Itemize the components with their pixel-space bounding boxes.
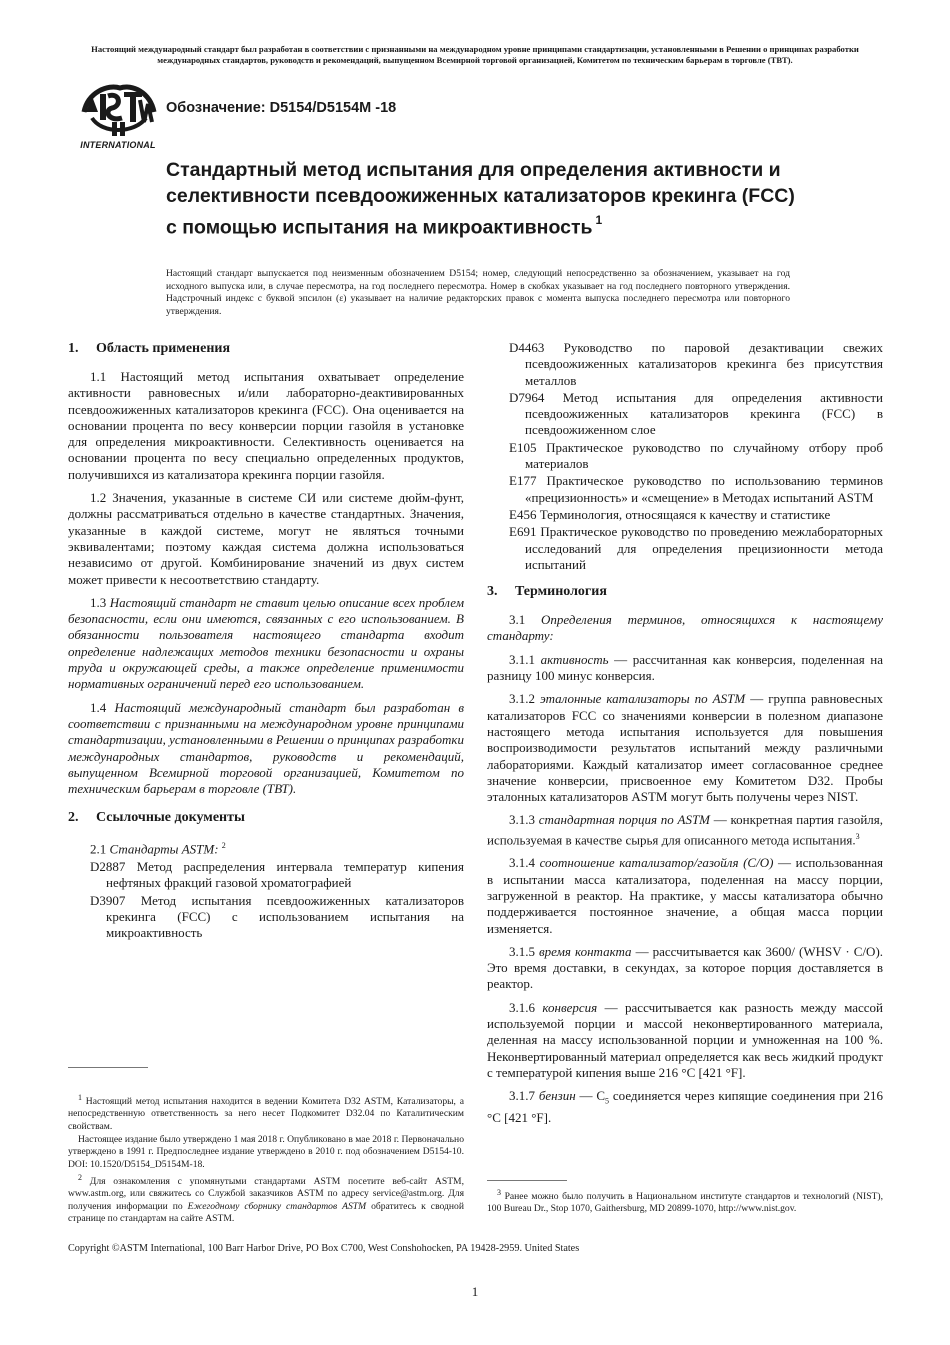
- paragraph-1-1: 1.1 Настоящий метод испытания охватывает определение активности равновесных и/или лабораторно-деактивированных псевдоожиженных катализаторов крекинга (FCC). Она оценивается на основании процента по весу конверсии порции газойля в установке для определения микроактивности. Селективность оценивается на основании процента по весу специально определенных продуктов, получившихся из катализатора крекинга порции газойля.: [68, 369, 464, 482]
- reference-item: D7964 Метод испытания для определения активности псевдоожиженных катализаторов крекинга (FCC) в псевдоожиженном слое: [509, 389, 883, 438]
- reference-item: E105 Практическое руководство по случайному отбору проб материалов: [509, 439, 883, 472]
- paragraph-number: 3.1.3: [509, 812, 535, 828]
- paragraph-text: Настоящий стандарт не ставит целью описание всех проблем безопасности, если они имеются, связанных с его использованием. В обязанности пользователя настоящего стандарта входит определение надлежащих методов техники безопасности и охраны труда и окружающей среды, а также определение применимости нормативных ограничений перед его использованием.: [68, 594, 464, 692]
- reference-list-left: [68, 859, 464, 941]
- definition: — использованная в испытании масса катализатора, поделенная на массу порции, загруженной в реактор. На практике, у массы катализатора обычно поддерживается постоянное значение, а общая масса порции изменяется.: [487, 855, 883, 936]
- paragraph-number: 2.1: [90, 841, 107, 857]
- paragraph-3-1-6: [487, 1000, 883, 1081]
- section-number: 2.: [68, 810, 79, 826]
- footnotes-left: [68, 1092, 464, 1226]
- issue-note: Настоящий стандарт выпускается под неизменным обозначением D5154; номер, следующий непосредственно за обозначением, указывает на год исходного выпуска или, в случае пересмотра, на год последнего пересмотра. Номер в скобках указывает на год последнего повторного утверждения. Надстрочный индекс с буквой эпсилон (ε) указывает на наличие редакторских правок с момента выпуска последнего пересмотра или повторного утверждения.: [166, 268, 790, 317]
- references-label: Стандарты ASTM:: [109, 841, 219, 857]
- top-notice: Настоящий международный стандарт был разработан в соответствии с признанными на международном уровне принципами стандартизации, установленными в Решении о принципах разработки международных стандартов, руководств и рекомендаций, выпущенном Всемирной торговой организацией, Комитетом по техническим барьерам в торговле (ТВТ).: [91, 44, 859, 65]
- paragraph-3-1-1: [487, 652, 883, 685]
- paragraph-number: 3.1.6: [509, 999, 535, 1015]
- footnote-text: Для ознакомления с упомянутыми стандартами ASTM посетите веб-сайт ASTM, www.astm.org, или свяжитесь со Службой заказчиков ASTM по адресу service@astm.org. Для получения информации по: [68, 1176, 464, 1212]
- paragraph-3-1-3: [487, 812, 883, 848]
- footnote-text: Настоящий метод испытания находится в ведении Комитета D32 ASTM, Катализаторы, а непосредственную ответственность за него несет Подкомитет D32.04 по Каталитическим свойствам.: [68, 1096, 464, 1132]
- paragraph-number: 3.1.7: [509, 1088, 535, 1104]
- paragraph-1-4: [68, 700, 464, 798]
- paragraph-number: 3.1: [509, 612, 526, 628]
- term: активность: [540, 651, 609, 667]
- footnotes-right: [487, 1187, 883, 1217]
- title-text: Стандартный метод испытания для определения активности и селективности псевдоожиженных катализаторов крекинга (FCC) с помощью испытания на микроактивность: [166, 159, 795, 239]
- reference-item: E177 Практическое руководство по использованию терминов «прецизионность» и «смещение» в Методах испытаний ASTM: [509, 473, 883, 505]
- footnote-text: Ранее можно было получить в Национальном институте стандартов и технологий (NIST), 100 Bureau Dr., Stop 1070, Gaithersburg, MD 20899-1070, http://www.nist.gov.: [487, 1191, 883, 1215]
- paragraph-text: Определения терминов, относящихся к настоящему стандарту:: [487, 612, 883, 644]
- paragraph-text: Настоящий международный стандарт был разработан в соответствии с признанными на международном уровне принципами стандартизации, установленными в Решении о принципах разработки международных стандартов, руководств и рекомендаций, выпущенном Всемирной торговой организацией, Комитетом по техническим барьерам в торговле (ТВТ).: [68, 699, 465, 797]
- astm-logo-icon: [78, 82, 158, 138]
- term: соотношение катализатор/газойля (C/O): [539, 855, 774, 871]
- footnote-ref: 3: [855, 831, 860, 841]
- term: конверсия: [542, 999, 598, 1015]
- reference-item: D4463 Руководство по паровой дезактивации свежих псевдоожиженных катализаторов крекинга без присутствия металлов: [509, 340, 883, 388]
- paragraph-number: 3.1.2: [509, 691, 535, 707]
- subscript: 5: [605, 1096, 610, 1106]
- section-title: Область применения: [96, 341, 231, 356]
- paragraph-3-1-5: [487, 944, 883, 993]
- section-number: 3.: [487, 584, 498, 600]
- reference-item: D3907 Метод испытания псевдоожиженных катализаторов крекинга (FCC) с использованием испытания на микроактивность: [90, 892, 464, 941]
- paragraph-number: 3.1.1: [509, 651, 535, 667]
- title-footnote-ref: 1: [595, 213, 603, 227]
- right-column: [487, 340, 883, 1133]
- footnote-marker: 3: [497, 1188, 501, 1197]
- footnote-marker: 1: [78, 1093, 82, 1102]
- term: время контакта: [539, 943, 632, 959]
- footnote-italic: Ежегодному сборнику стандартов ASTM: [187, 1200, 367, 1212]
- paragraph-number: 3.1.5: [509, 943, 535, 959]
- definition: — рассчитанная как конверсия, поделенная на разницу 100 минус конверсия.: [487, 651, 884, 684]
- footnote-divider: [487, 1180, 567, 1181]
- page-number: 1: [471, 1284, 479, 1299]
- footnote-marker: 2: [78, 1172, 82, 1182]
- term: бензин: [538, 1088, 576, 1104]
- reference-item: E691 Практическое руководство по проведению межлабораторных исследований для определения прецизионности метода испытаний: [509, 524, 883, 572]
- definition: — конкретная партия газойля, используемая в качестве сырья для описанного метода испытания.: [487, 812, 883, 848]
- footnote-3: [487, 1187, 883, 1216]
- section-title: Терминология: [515, 584, 607, 600]
- references-intro: [68, 838, 464, 858]
- term: стандартная порция по ASTM: [538, 812, 710, 828]
- footnote-text-end: обратитесь к сводной странице по стандартам на сайте ASTM.: [68, 1200, 464, 1225]
- logo-wordmark: INTERNATIONAL: [80, 140, 156, 150]
- reference-item: D2887 Метод распределения интервала температур кипения нефтяных фракций газовой хроматографией: [90, 859, 464, 891]
- reference-list-right: [487, 340, 883, 573]
- paragraph-number: 1.3: [90, 594, 107, 610]
- section-number: 1.: [68, 341, 79, 356]
- footnote-1: [68, 1092, 464, 1133]
- definition: — рассчитывается как разность между массой используемой порции и массой неконвертированного материала, деленная на массу использованной порции и умноженная на 100 %. Неконвертированный материал определяется как весь жидкий продукт с температурой кипения выше 216 °C [421 °F].: [487, 999, 884, 1080]
- paragraph-1-2: 1.2 Значения, указанные в системе СИ или системе дюйм-фунт, должны рассматриваться отдельно в качестве стандартных. Значения, указанные в каждой системе, могут не являться точными эквивалентами; поэтому каждая система должна использоваться независимо от другой. Комбинирование значений из двух систем может привести к несоответствию стандарту.: [68, 490, 464, 587]
- footnote-1-edition: Настоящее издание было утверждено 1 мая 2018 г. Опубликовано в мае 2018 г. Первоначально утверждено в 1991 г. Предпоследнее издание утверждено в 2010 г. под обозначением D5154-10. DOI: 10.1520/D5154_D5154M-18.: [68, 1134, 464, 1170]
- paragraph-3-1-7: [487, 1088, 883, 1126]
- paragraph-3-1-2: [487, 691, 883, 805]
- definition: соединяется через кипящие соединения при 216 °C [421 °F].: [487, 1088, 884, 1126]
- copyright: Copyright ©ASTM International, 100 Barr Harbor Drive, PO Box C700, West Conshohocken, PA 19428-2959. United States: [68, 1243, 580, 1254]
- section-1-heading: [68, 340, 464, 358]
- section-2-heading: [68, 809, 464, 827]
- paragraph-number: 1.4: [90, 699, 107, 715]
- footnote-divider: [68, 1067, 148, 1068]
- reference-item: E456 Терминология, относящаяся к качеству и статистике: [509, 506, 831, 522]
- paragraph-3-1-4: [487, 855, 883, 936]
- paragraph-3-1: [487, 612, 883, 645]
- definition: — группа равновесных катализаторов FCC со значениями конверсии в полезном диапазоне настоящего метода испытания используется для повышения воспроизводимости результатов испытаний между различными лабораториями. Каждый катализатор имеет согласованное среднее значение конверсии, присвоенное ему Комитетом D32. Пробы эталонных катализаторов ASTM могут быть получены через NIST.: [487, 691, 884, 805]
- footnote-ref: 2: [221, 841, 226, 851]
- paragraph-number: 3.1.4: [509, 855, 535, 871]
- footnote-2: [68, 1172, 464, 1225]
- section-title: Ссылочные документы: [96, 810, 245, 826]
- term: эталонные катализаторы по ASTM: [540, 691, 746, 707]
- definition: — рассчитывается как 3600/ (WHSV · C/O). Это время доставки, в секундах, за которое порция доставляется в реактор.: [487, 943, 884, 992]
- left-column: [68, 340, 464, 943]
- document-title: [166, 157, 806, 241]
- section-3-heading: [487, 583, 883, 601]
- astm-logo: [78, 82, 158, 152]
- definition-prefix: — C: [579, 1088, 606, 1104]
- designation: Обозначение: D5154/D5154M -18: [166, 100, 397, 116]
- paragraph-1-3: [68, 595, 464, 693]
